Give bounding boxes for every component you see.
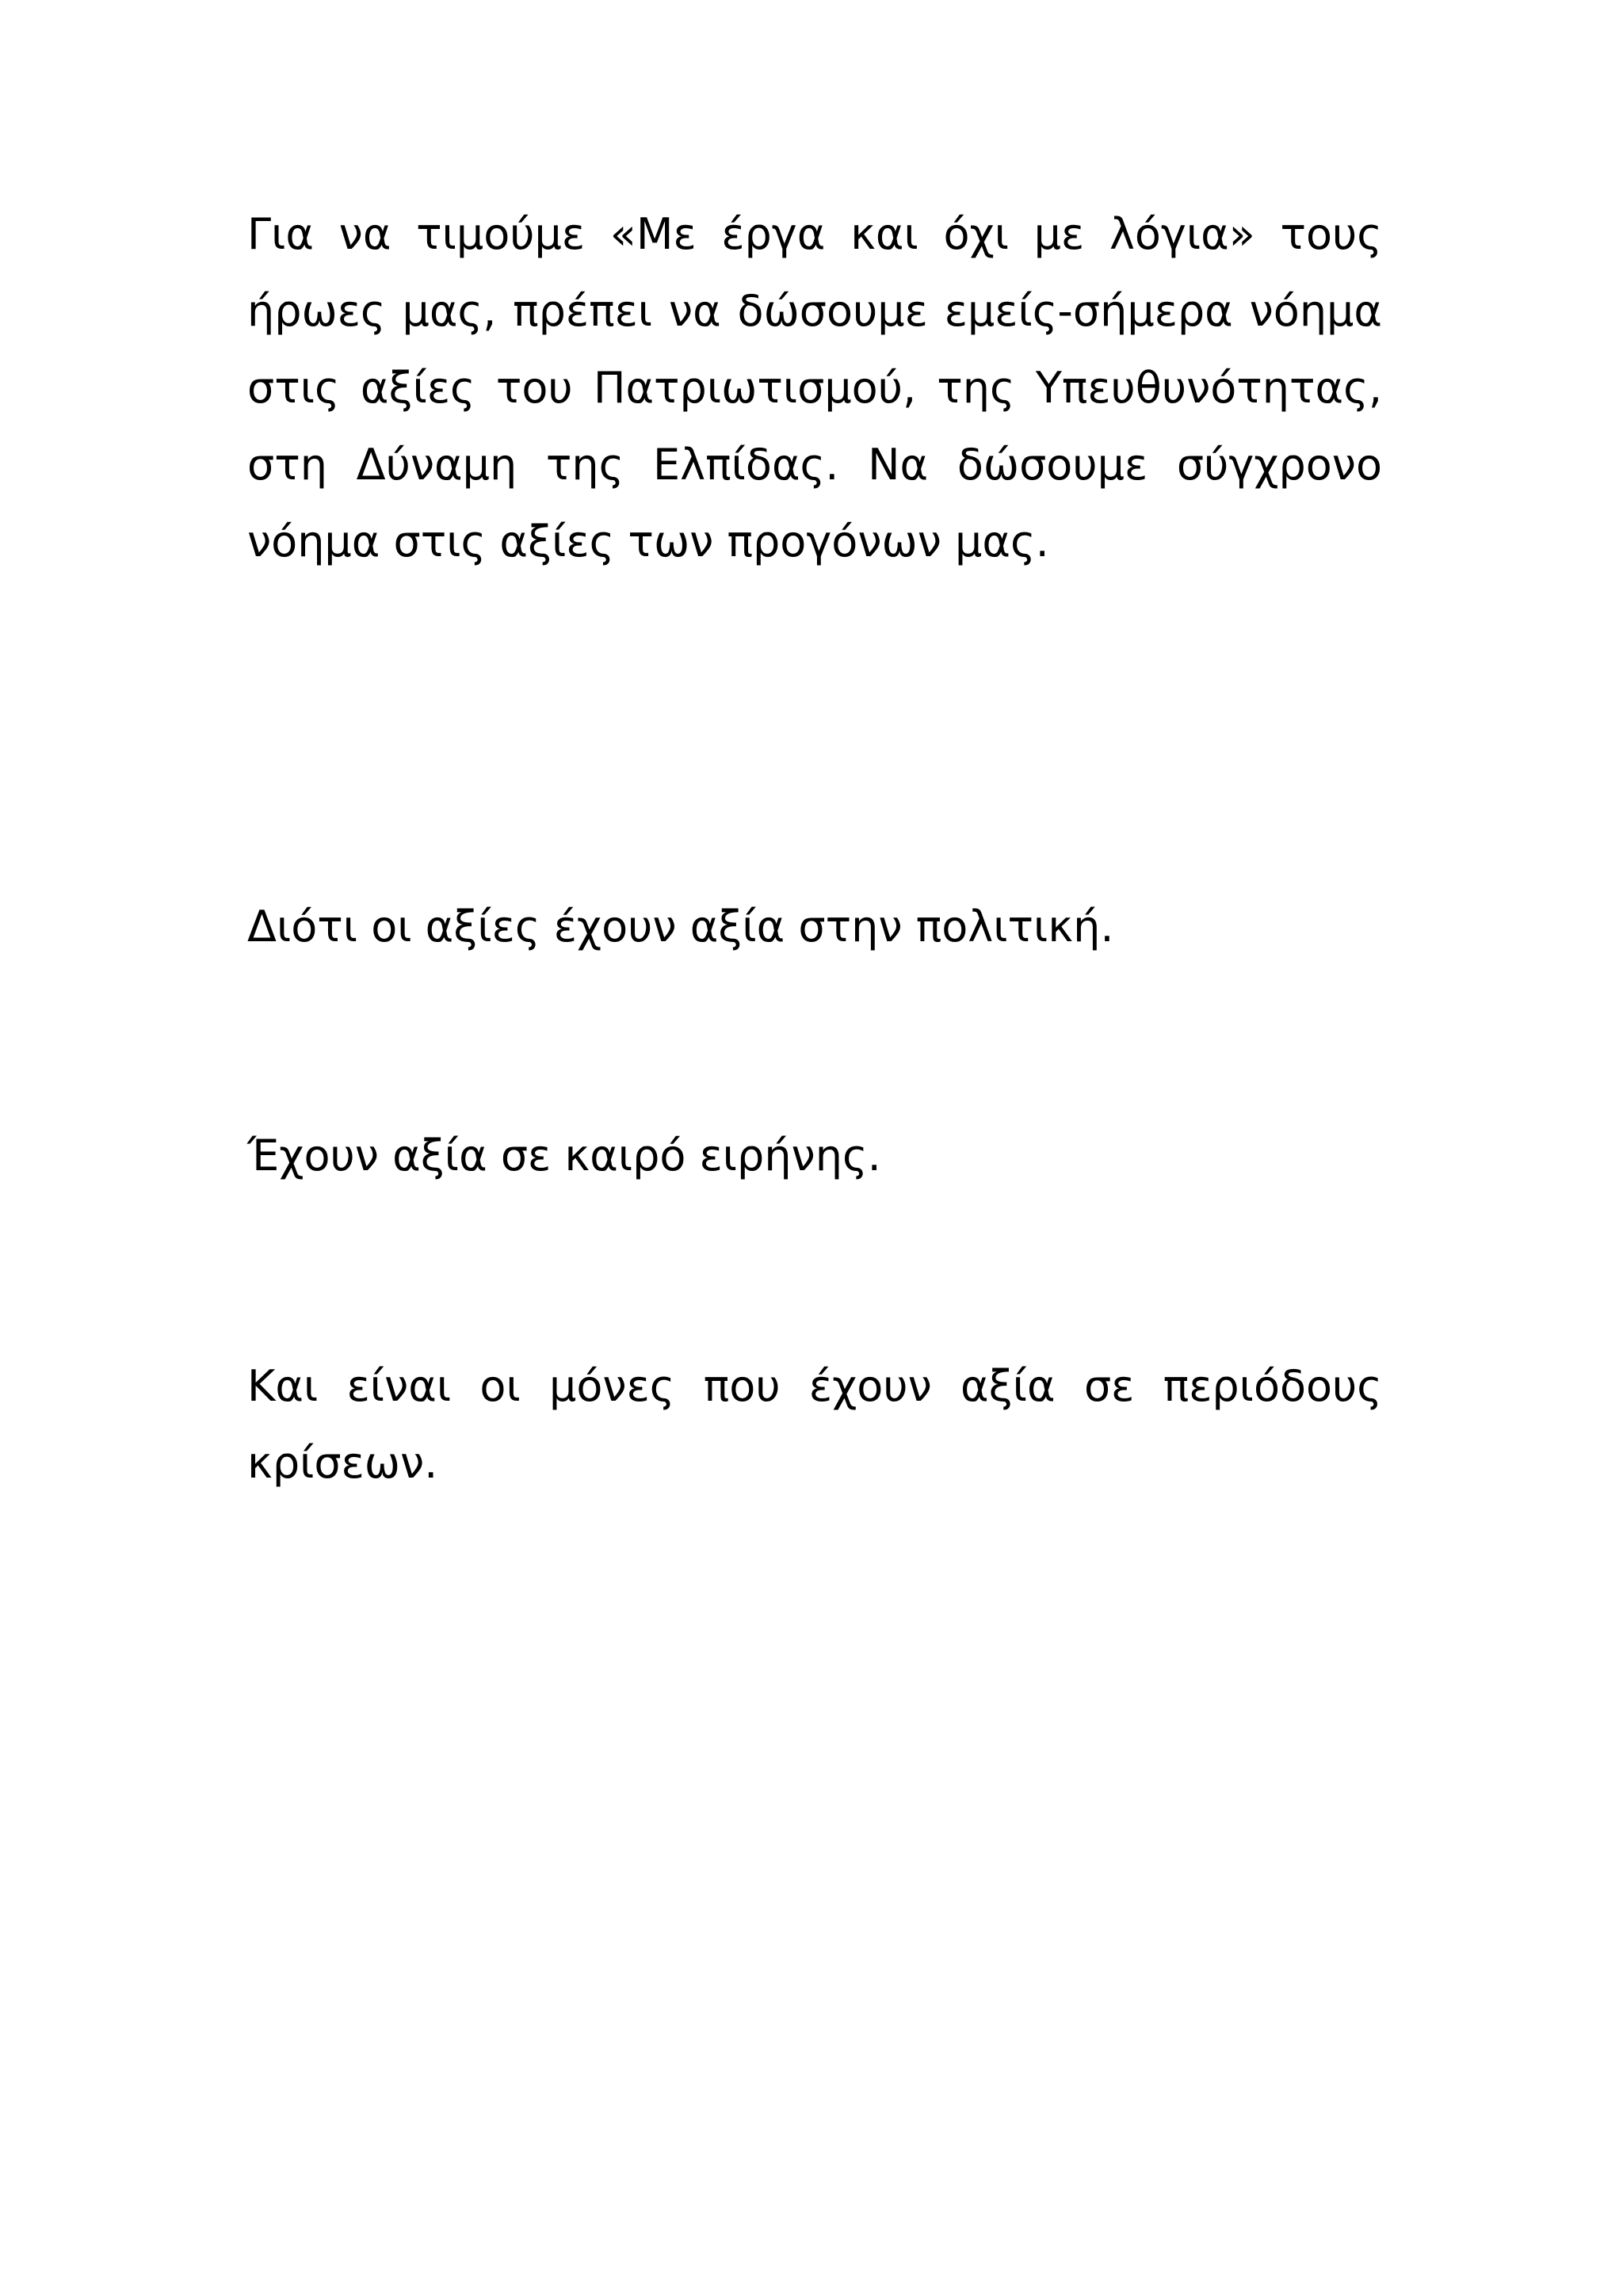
paragraph-honor-heroes: Για να τιμούμε «Με έργα και όχι με λόγια» τους ήρωες μας, πρέπει να δώσουμε εμείς-σήμερα νόημα στις αξίες του Πατριωτισμού, της Υπευθυνότητας, στη Δύναμη της Ελπίδας. Να δώσουμε σύγχρονο νόημα στις αξίες των προγόνων μας.: [247, 209, 1382, 566]
paragraph-values-in-peace: Έχουν αξία σε καιρό ειρήνης.: [247, 1131, 881, 1180]
paragraph-values-in-politics: Διότι οι αξίες έχουν αξία στην πολιτική.: [247, 902, 1114, 952]
paragraph-values-in-crisis: Και είναι οι μόνες που έχουν αξία σε περιόδους κρίσεων.: [247, 1361, 1382, 1488]
